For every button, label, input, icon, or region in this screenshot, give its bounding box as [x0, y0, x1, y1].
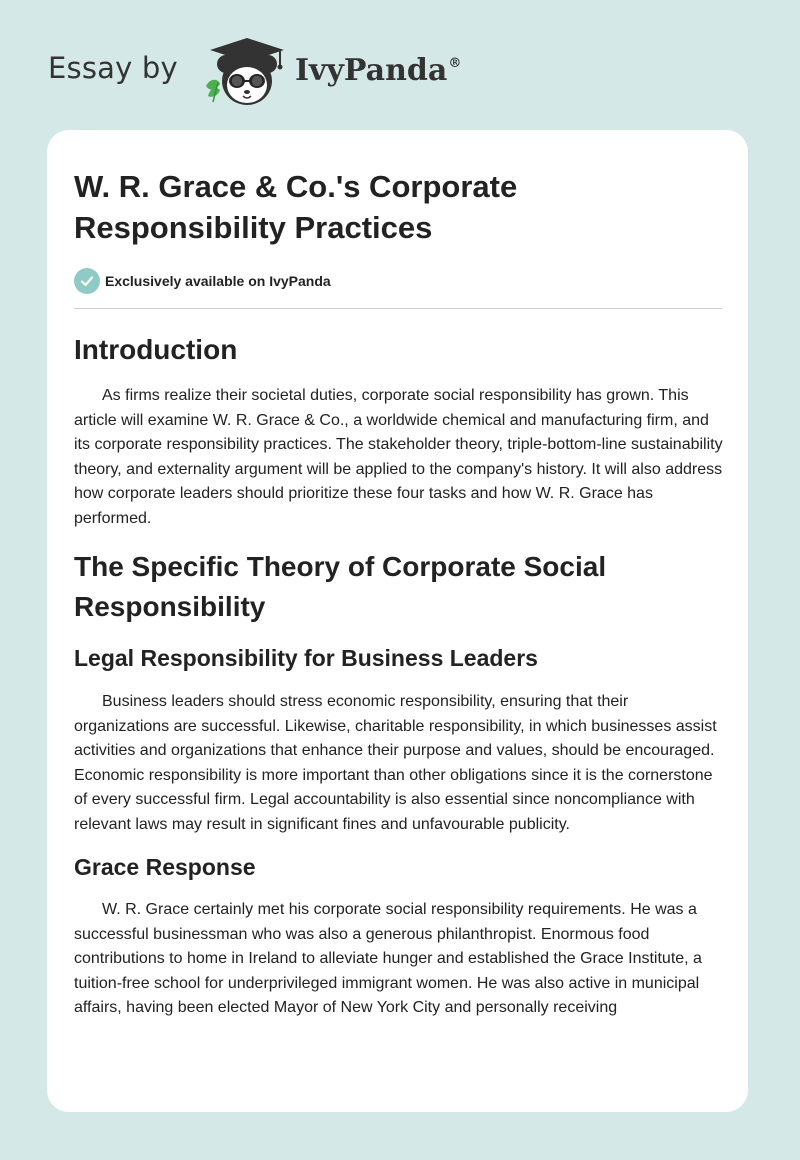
- brand-name[interactable]: IvyPanda®: [295, 53, 462, 88]
- essay-by-label: Essay by: [48, 51, 178, 85]
- introduction-heading: Introduction: [74, 334, 238, 365]
- legal-responsibility-heading: Legal Responsibility for Business Leaders: [74, 645, 538, 671]
- divider: [74, 308, 722, 309]
- site-header: [48, 34, 548, 108]
- grace-response-heading: Grace Response: [74, 854, 256, 880]
- article-title: W. R. Grace & Co.'s Corporate Responsibility Practices: [74, 169, 518, 245]
- article-content: [74, 130, 724, 1021]
- check-circle-icon: [74, 268, 100, 294]
- grace-response-paragraph: W. R. Grace certainly met his corporate social responsibility requirements. He was a successful businessman who was also a generous philanthropist. Enormous food contributions to home in Ireland to alleviate hunger and established the Grace Institute, a tuition-free school for underprivileged immigrant women. He was also active in municipal affairs, having been elected Mayor of New York City and personally receiving: [74, 901, 702, 1016]
- theory-heading: The Specific Theory of Corporate Social Responsibility: [74, 551, 607, 622]
- legal-responsibility-paragraph: Business leaders should stress economic responsibility, ensuring that their organizations are successful. Likewise, charitable responsibility, in which businesses assist activities and organizations that enhance their purpose and values, should be encouraged. Economic responsibility is more important than other obligations since it is the cornerstone of every successful firm. Legal accountability is also essential since noncompliance with relevant laws may result in significant fines and unfavourable publicity.: [74, 693, 717, 833]
- panda-graduate-icon: [202, 34, 292, 108]
- exclusive-badge: [74, 266, 724, 296]
- article-card: [47, 130, 748, 1112]
- introduction-paragraph: As firms realize their societal duties, corporate social responsibility has grown. This article will examine W. R. Grace & Co., a worldwide chemical and manufacturing firm, and its corporate responsibility practices. The stakeholder theory, triple-bottom-line sustainability theory, and externality argument will be applied to the company's history. It will also address how corporate leaders should prioritize these four tasks and how W. R. Grace has performed.: [74, 387, 723, 527]
- badge-label: Exclusively available on IvyPanda: [105, 273, 331, 289]
- registered-mark: ®: [448, 56, 462, 71]
